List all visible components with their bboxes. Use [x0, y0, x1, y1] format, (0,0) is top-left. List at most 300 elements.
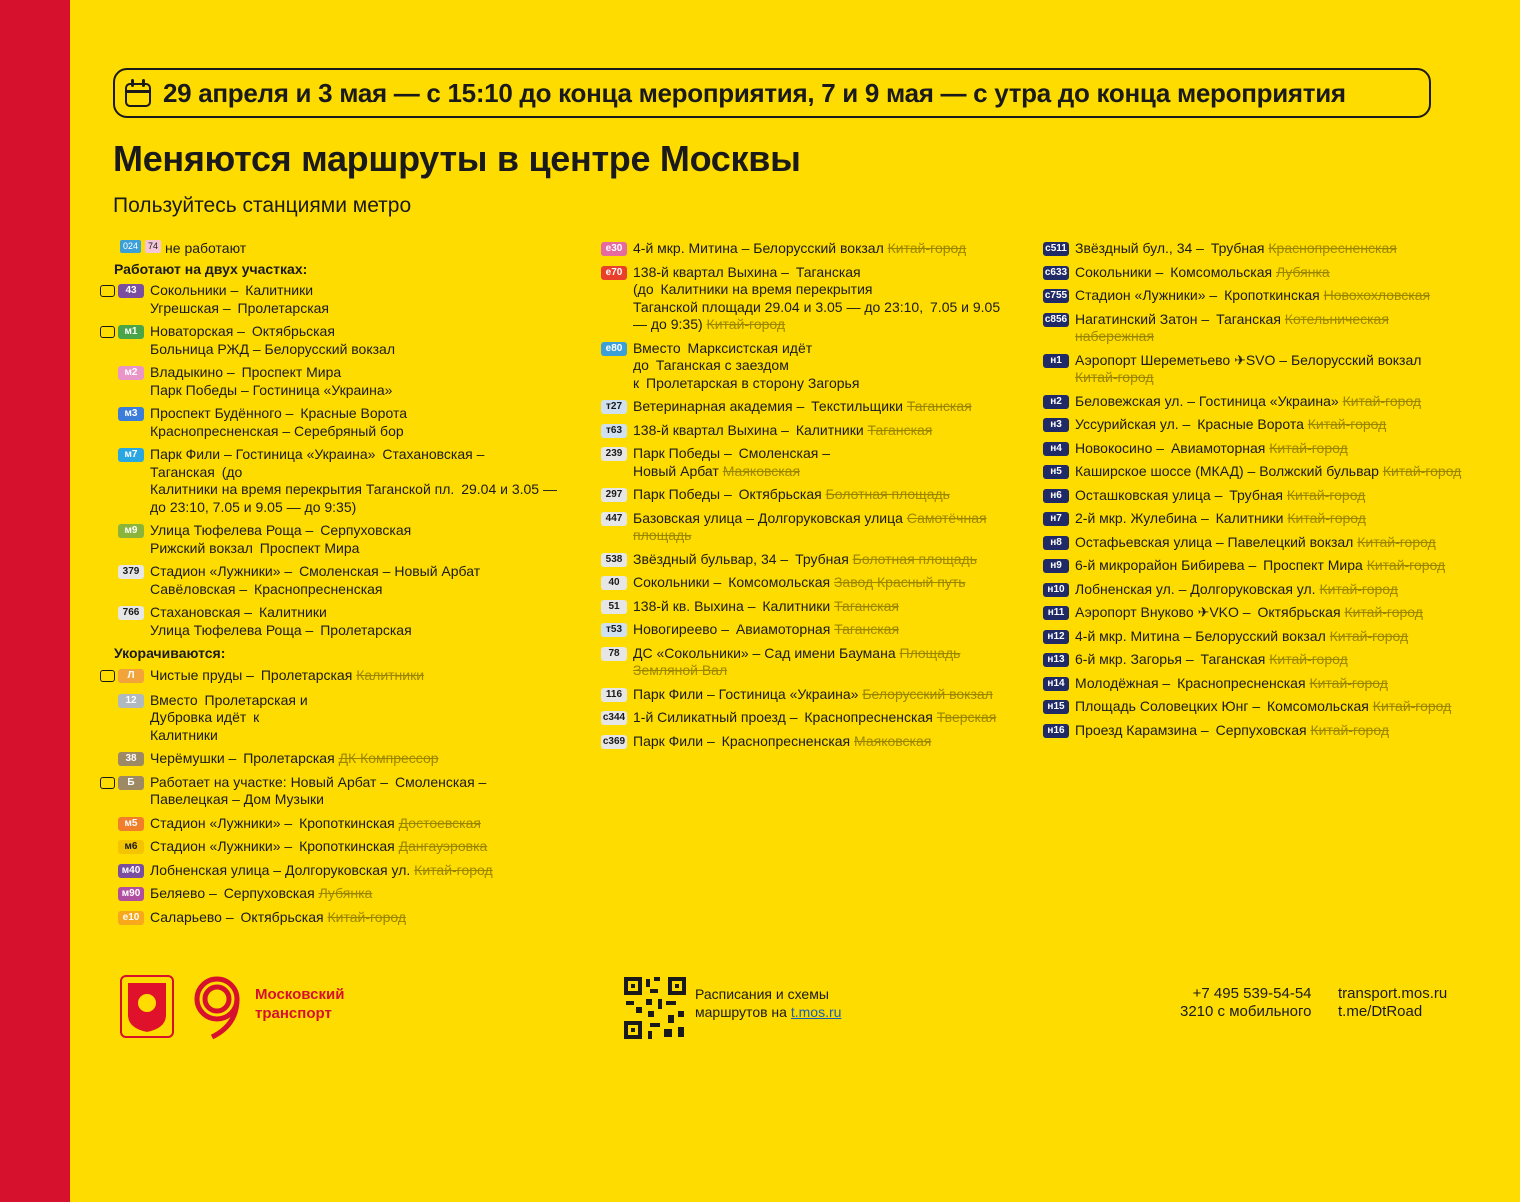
- route-entry: [1025, 440, 1465, 458]
- route-text: Комсомольская: [728, 574, 831, 590]
- route-entry: [583, 398, 1003, 416]
- route-description: [1075, 487, 1465, 505]
- route-text: Вместо: [150, 691, 198, 708]
- route-number-badge: Б: [118, 776, 144, 790]
- route-entry: [100, 323, 570, 358]
- route-entry: [100, 604, 570, 639]
- route-text: Стахановская –: [382, 446, 485, 462]
- route-description: [1075, 240, 1465, 258]
- route-number-badge: е30: [601, 242, 627, 256]
- telegram-link[interactable]: t.me/DtRoad: [1338, 1003, 1423, 1020]
- route-entry: [1025, 287, 1465, 305]
- route-number-badge: с369: [602, 735, 626, 747]
- route-number-badge: н9: [1043, 559, 1069, 573]
- route-entry: [583, 598, 1003, 616]
- route-badge: 024: [120, 240, 141, 253]
- route-number-badge: н2: [1043, 395, 1069, 409]
- route-text: Калитники на время перекрытия Таганской пл.: [150, 481, 455, 497]
- cancelled-stop: Таганская: [867, 421, 933, 438]
- route-text: Калитники: [795, 421, 864, 438]
- section-shortened: Укорачиваются:: [114, 645, 226, 661]
- not-working-label: не работают: [165, 240, 247, 256]
- route-entry: [583, 422, 1003, 440]
- route-entry: [100, 692, 570, 745]
- route-entry: [100, 862, 570, 880]
- route-number-badge: 51: [601, 600, 627, 614]
- route-number-badge: м7: [118, 448, 144, 462]
- route-number-badge: 766: [118, 606, 144, 620]
- left-red-bar: [0, 0, 70, 1202]
- route-entry: [583, 445, 1003, 480]
- route-number-badge: н1: [1043, 354, 1069, 368]
- route-description: [150, 692, 570, 745]
- route-number-badge: 12: [118, 694, 144, 708]
- route-description: [1075, 311, 1465, 346]
- route-description: [1075, 675, 1465, 693]
- route-number-badge: н15: [1043, 700, 1069, 714]
- route-number-badge: с755: [1044, 290, 1068, 301]
- route-text: 4-й мкр. Митина – Белорусский вокзал: [633, 240, 884, 256]
- route-description: [633, 686, 1003, 704]
- cancelled-stop: Белорусский вокзал: [862, 685, 993, 702]
- site-link[interactable]: transport.mos.ru: [1338, 985, 1448, 1002]
- cancelled-stop: Китай-город: [887, 240, 967, 256]
- cancelled-stop: Калитники: [356, 666, 425, 683]
- route-entry: [100, 667, 570, 686]
- route-entry: [1025, 581, 1465, 599]
- route-text: Пролетарская в сторону Загорья: [646, 374, 860, 391]
- cancelled-stop: Китай-город: [1342, 392, 1422, 409]
- route-text: Стахановская –: [150, 604, 253, 620]
- route-text: 6-й микрорайон Бибирева –: [1075, 557, 1257, 573]
- route-text: Таганская: [1200, 651, 1266, 667]
- route-number-badge: с633: [1044, 266, 1068, 278]
- route-number-badge: e10: [118, 911, 144, 925]
- route-number-badge: 239: [601, 447, 627, 461]
- route-badge: 74: [145, 240, 161, 253]
- cancelled-stop: Китай-город: [1307, 416, 1387, 432]
- route-description: [1075, 651, 1465, 669]
- route-number-badge: м40: [118, 864, 144, 878]
- route-text: Октябрьская: [738, 486, 822, 502]
- route-text: Парк Фили –: [633, 732, 715, 749]
- route-entry: [1025, 264, 1465, 282]
- route-text: 4-й мкр. Митина – Белорусский вокзал: [1075, 627, 1326, 644]
- cancelled-stop: Болотная площадь: [825, 486, 950, 502]
- route-text: Стадион «Лужники» –: [1075, 287, 1218, 303]
- cancelled-stop: Краснопресненская: [1268, 240, 1397, 256]
- route-description: [633, 445, 1003, 480]
- route-text: Площадь Соловецких Юнг –: [1075, 698, 1261, 714]
- route-description: [150, 563, 570, 598]
- route-entry: [1025, 557, 1465, 575]
- route-text: Краснопресненская: [721, 732, 851, 749]
- route-description: [150, 522, 570, 557]
- route-description: [1075, 510, 1465, 528]
- cancelled-stop: Китай-город: [414, 861, 493, 878]
- route-description: [633, 510, 1003, 545]
- cancelled-stop: Тверская: [936, 709, 997, 725]
- cancelled-stop: Маяковская: [722, 462, 801, 479]
- brand-name: Московский транспорт: [255, 986, 345, 1022]
- route-number-badge: м90: [118, 887, 144, 901]
- route-text: Смоленская –: [394, 773, 487, 790]
- route-entry: [100, 563, 570, 598]
- cancelled-stop: Китай-город: [327, 908, 407, 925]
- route-text: Парк Победы – Гостиница «Украина»: [150, 381, 393, 398]
- route-number-badge: н6: [1043, 489, 1069, 503]
- route-description: [633, 645, 1003, 680]
- route-text: Комсомольская: [1170, 263, 1273, 280]
- cancelled-stop: Завод Красный путь: [833, 574, 966, 590]
- cancelled-stop: Китай-город: [1366, 557, 1446, 573]
- route-number-badge: с344: [602, 712, 626, 723]
- route-text: Парк Фили – Гостиница «Украина»: [633, 685, 859, 702]
- route-text: Улица Тюфелева Роща –: [150, 522, 314, 538]
- route-text: Беловежская ул. – Гостиница «Украина»: [1075, 392, 1339, 409]
- route-number-badge: т63: [601, 424, 627, 438]
- column-2: [583, 240, 1003, 756]
- route-description: [1075, 264, 1465, 282]
- route-text: Угрешская –: [150, 299, 231, 316]
- route-entry: [1025, 675, 1465, 693]
- route-number-badge: н13: [1043, 653, 1069, 667]
- cancelled-stop: Китай-город: [1310, 721, 1389, 738]
- route-text: Трубная: [1229, 486, 1283, 503]
- route-entry: [583, 686, 1003, 704]
- route-number-badge: 40: [601, 576, 627, 590]
- route-description: [1075, 722, 1465, 740]
- cancelled-stop: Китай-город: [1309, 674, 1388, 691]
- route-entry: [583, 551, 1003, 569]
- route-entry: [583, 733, 1003, 751]
- route-text: Кропоткинская: [1224, 287, 1320, 303]
- cancelled-stop: Таганская: [834, 621, 900, 637]
- route-entry: [583, 709, 1003, 727]
- route-number-badge: е70: [601, 266, 627, 280]
- route-number-badge: н4: [1043, 442, 1069, 456]
- route-entry: [1025, 722, 1465, 740]
- route-text: Сокольники –: [150, 282, 239, 298]
- route-text: Калитники на время перекрытия: [660, 281, 873, 297]
- route-number-badge: 538: [601, 553, 627, 567]
- route-entry: [1025, 510, 1465, 528]
- route-text: Стадион «Лужники» –: [150, 563, 293, 579]
- route-text: Калитники: [258, 604, 327, 620]
- route-text: 29.04 и 3.05 — до 23:10, 7.05 и 9.05 — до 9:35): [150, 481, 557, 515]
- route-description: [1075, 534, 1465, 552]
- moscow-transport-logo-icon: [190, 975, 246, 1044]
- route-entry: [583, 240, 1003, 258]
- cancelled-stop: Достоевская: [398, 814, 481, 831]
- route-entry: [100, 815, 570, 833]
- mobile-number: 3210 с мобильного: [1180, 1003, 1312, 1020]
- route-text: Пролетарская: [260, 666, 353, 683]
- route-description: [1075, 581, 1465, 599]
- route-text: Октябрьская: [240, 908, 324, 925]
- page-subtitle: Пользуйтесь станциями метро: [113, 194, 412, 217]
- route-text: 1-й Силикатный проезд –: [633, 709, 798, 725]
- route-text: Парк Фили – Гостиница «Украина»: [150, 446, 376, 462]
- route-entry: [583, 510, 1003, 545]
- cancelled-stop: ДК Компрессор: [338, 750, 439, 766]
- route-text: Кропоткинская: [299, 814, 395, 831]
- route-description: [633, 240, 1003, 258]
- route-text: Черёмушки –: [150, 750, 237, 766]
- route-text: Трубная: [1210, 240, 1265, 256]
- route-description: [150, 862, 570, 880]
- contact-phones: [1180, 985, 1312, 1021]
- cancelled-stop: Китай-город: [1372, 698, 1452, 714]
- route-description: [150, 885, 570, 903]
- route-number-badge: н7: [1043, 512, 1069, 526]
- contact-links: [1338, 985, 1447, 1021]
- route-description: [150, 446, 570, 516]
- route-entry: [583, 574, 1003, 592]
- page-title: Меняются маршруты в центре Москвы: [113, 138, 801, 179]
- route-number-badge: м2: [118, 366, 144, 380]
- route-text: Каширское шоссе (МКАД) – Волжский бульвар: [1075, 463, 1379, 479]
- route-text: Чистые пруды –: [150, 666, 254, 683]
- route-text: Сокольники –: [633, 574, 722, 590]
- route-text: Новокосино –: [1075, 439, 1165, 456]
- route-text: Калитники: [245, 282, 314, 298]
- cancelled-stop: Китай-город: [1382, 463, 1462, 479]
- route-entry: [1025, 487, 1465, 505]
- route-text: Стадион «Лужники» –: [150, 814, 293, 831]
- route-text: 138-й кв. Выхина –: [633, 597, 756, 614]
- route-description: [1075, 463, 1465, 481]
- route-text: Октябрьская: [251, 323, 335, 339]
- route-number-badge: н12: [1043, 630, 1069, 644]
- route-description: [1075, 287, 1465, 305]
- cancelled-stop: Болотная площадь: [852, 550, 978, 567]
- route-description: [1075, 352, 1465, 387]
- route-text: Парк Победы –: [633, 445, 732, 461]
- route-text: Авиамоторная: [1170, 439, 1266, 456]
- route-text: 2-й мкр. Жулебина –: [1075, 510, 1209, 526]
- route-text: Лобненская ул. – Долгоруковская ул.: [1075, 580, 1316, 597]
- route-text: Ветеринарная академия –: [633, 398, 805, 414]
- route-number-badge: т27: [601, 400, 627, 414]
- route-description: [150, 909, 570, 927]
- route-number-badge: н8: [1043, 536, 1069, 550]
- route-text: Таганской площади 29.04 и 3.05 — до 23:10,: [633, 298, 924, 315]
- route-description: [633, 486, 1003, 504]
- route-description: [150, 405, 570, 440]
- route-description: [1075, 393, 1465, 411]
- cancelled-stop: Площадь Земляной Вал: [633, 644, 961, 678]
- cancelled-stop: Лубянка: [1275, 263, 1330, 280]
- route-text: Остафьевская улица – Павелецкий вокзал: [1075, 533, 1354, 550]
- route-text: Звёздный бул., 34 –: [1075, 240, 1204, 256]
- phone-number: +7 495 539-54-54: [1192, 985, 1312, 1002]
- cancelled-stop: Новохохловская: [1323, 287, 1431, 303]
- t-mos-ru-link[interactable]: t.mos.ru: [790, 1004, 842, 1020]
- route-entry: [1025, 534, 1465, 552]
- route-description: [150, 815, 570, 833]
- route-number-badge: н14: [1043, 677, 1069, 691]
- route-description: [633, 340, 1003, 393]
- route-text: Пролетарская: [237, 299, 329, 316]
- route-description: [150, 750, 570, 768]
- route-text: Сокольники –: [1075, 263, 1164, 280]
- route-number-badge: м9: [118, 524, 144, 538]
- route-number-badge: с511: [1043, 242, 1069, 256]
- cancelled-stop: Китай-город: [1269, 439, 1348, 456]
- cancelled-stop: Таганская: [834, 597, 899, 614]
- dates-text: 29 апреля и 3 мая — с 15:10 до конца мероприятия, 7 и 9 мая — с утра до конца мероприятия: [163, 77, 1346, 108]
- route-description: [150, 323, 570, 358]
- route-text: Таганская: [795, 263, 861, 280]
- route-description: [633, 264, 1003, 334]
- route-text: Серпуховская: [1215, 721, 1307, 738]
- section-two-parts: Работают на двух участках:: [114, 260, 308, 277]
- route-number-badge: 379: [118, 565, 144, 579]
- route-description: [633, 733, 1003, 751]
- route-description: [633, 574, 1003, 592]
- route-text: (до: [633, 281, 654, 297]
- route-entry: [1025, 416, 1465, 434]
- route-description: [150, 667, 570, 685]
- route-entry: [100, 909, 570, 927]
- route-text: Работает на участке: Новый Арбат –: [150, 773, 389, 790]
- route-text: к: [633, 374, 640, 391]
- route-text: Пролетарская и: [204, 691, 308, 708]
- route-text: Стадион «Лужники» –: [150, 838, 293, 854]
- route-text: Калитники: [762, 597, 831, 614]
- route-text: Парк Победы –: [633, 486, 732, 502]
- route-entry: [100, 774, 570, 809]
- route-number-badge: 38: [118, 752, 144, 766]
- route-number-badge: 116: [601, 688, 627, 702]
- route-description: [1075, 628, 1465, 646]
- cancelled-stop: Китай-город: [1286, 486, 1366, 503]
- route-number-badge: н11: [1043, 606, 1069, 620]
- route-text: Проспект Мира: [259, 539, 360, 556]
- route-number-badge: м5: [118, 817, 144, 831]
- route-number-badge: 78: [601, 647, 627, 661]
- route-text: Уссурийская ул. –: [1075, 416, 1191, 432]
- route-text: Текстильщики: [811, 398, 903, 414]
- route-text: Аэропорт Шереметьево ✈SVO – Белорусский вокзал: [1075, 351, 1422, 368]
- route-description: [633, 598, 1003, 616]
- route-number-badge: 447: [601, 512, 627, 526]
- route-text: Павелецкая – Дом Музыки: [150, 791, 324, 807]
- column-3: [1025, 240, 1465, 745]
- route-text: Звёздный бульвар, 34 –: [633, 550, 789, 567]
- route-entry: [1025, 651, 1465, 669]
- route-number-badge: 297: [601, 488, 627, 502]
- route-description: [150, 282, 570, 317]
- route-text: Проспект Мира: [241, 364, 342, 380]
- cancelled-stop: Самотёчная площадь: [633, 509, 987, 543]
- route-text: Молодёжная –: [1075, 674, 1171, 691]
- route-text: Марксистская идёт: [687, 339, 813, 356]
- cancelled-stop: Китай-город: [1287, 510, 1366, 526]
- route-text: Вместо: [633, 339, 681, 356]
- route-entry: [1025, 698, 1465, 716]
- route-text: Проезд Карамзина –: [1075, 721, 1209, 738]
- calendar-icon: [125, 79, 151, 107]
- route-entry: [583, 264, 1003, 334]
- cancelled-stop: Дангауэровка: [398, 838, 488, 854]
- route-text: Саларьево –: [150, 908, 234, 925]
- route-entry: [100, 750, 570, 768]
- route-text: Лобненская улица – Долгоруковская ул.: [150, 861, 411, 878]
- route-entry: [1025, 240, 1465, 258]
- cancelled-stop: Котельническая набережная: [1075, 310, 1389, 344]
- route-number-badge: н10: [1043, 583, 1069, 597]
- route-text: Кропоткинская: [299, 838, 395, 854]
- route-text: Новый Арбат: [633, 462, 719, 479]
- route-number-badge: Л: [118, 669, 144, 683]
- cancelled-stop: Китай-город: [1269, 651, 1348, 667]
- route-text: Краснопресненская: [1177, 674, 1306, 691]
- route-number-badge: м1: [118, 325, 144, 339]
- route-text: Новаторская –: [150, 323, 245, 339]
- route-text: 7.05 и 9.05 — до 9:35): [633, 298, 1001, 332]
- route-text: к: [253, 709, 260, 725]
- route-text: Улица Тюфелева Роща –: [150, 621, 314, 638]
- route-description: [150, 364, 570, 399]
- route-text: Проспект Мира: [1263, 557, 1363, 573]
- route-text: Смоленская –: [738, 445, 831, 461]
- cancelled-stop: Китай-город: [1357, 533, 1436, 550]
- route-number-badge: н3: [1043, 418, 1069, 432]
- schedule-info: Расписания и схемы маршрутов на t.mos.ru: [695, 986, 842, 1020]
- route-text: Калитники: [1215, 510, 1284, 526]
- route-entry: [100, 364, 570, 399]
- route-text: Красные Ворота: [300, 405, 407, 421]
- route-number-badge: м3: [118, 407, 144, 421]
- trolleybus-icon: [100, 774, 118, 793]
- route-entry: [100, 838, 570, 856]
- route-text: Калитники: [150, 726, 218, 743]
- trolleybus-icon: [100, 667, 118, 686]
- route-number-badge: е80: [601, 342, 627, 356]
- route-text: Красные Ворота: [1197, 416, 1304, 432]
- route-text: Больница РЖД – Белорусский вокзал: [150, 340, 395, 357]
- route-entry: [1025, 393, 1465, 411]
- cancelled-stop: Китай-город: [706, 316, 786, 332]
- moscow-coat-of-arms-logo: [120, 975, 174, 1038]
- route-text: Таганская с заездом: [655, 357, 789, 373]
- column-1: [100, 240, 570, 932]
- route-text: Нагатинский Затон –: [1075, 310, 1210, 327]
- route-number-badge: 43: [118, 284, 144, 298]
- trolleybus-icon: [100, 323, 118, 342]
- qr-code-icon[interactable]: [622, 975, 688, 1041]
- route-text: Рижский вокзал: [150, 539, 253, 556]
- route-entry: [583, 645, 1003, 680]
- route-text: 138-й квартал Выхина –: [633, 263, 789, 280]
- route-text: Пролетарская: [243, 750, 335, 766]
- cancelled-stop: Китай-город: [1319, 580, 1398, 597]
- route-entry: [100, 522, 570, 557]
- cancelled-stop: Маяковская: [854, 732, 932, 749]
- route-text: Дубровка идёт: [150, 709, 247, 725]
- route-description: [1075, 416, 1465, 434]
- route-text: Базовская улица – Долгоруковская улица: [633, 509, 903, 526]
- route-text: Краснопресненская: [804, 709, 933, 725]
- not-working-row: [120, 240, 570, 258]
- cancelled-stop: Лубянка: [318, 885, 373, 901]
- route-text: Осташковская улица –: [1075, 486, 1223, 503]
- route-entry: [583, 621, 1003, 639]
- route-text: Серпуховская: [223, 885, 315, 901]
- route-description: [1075, 698, 1465, 716]
